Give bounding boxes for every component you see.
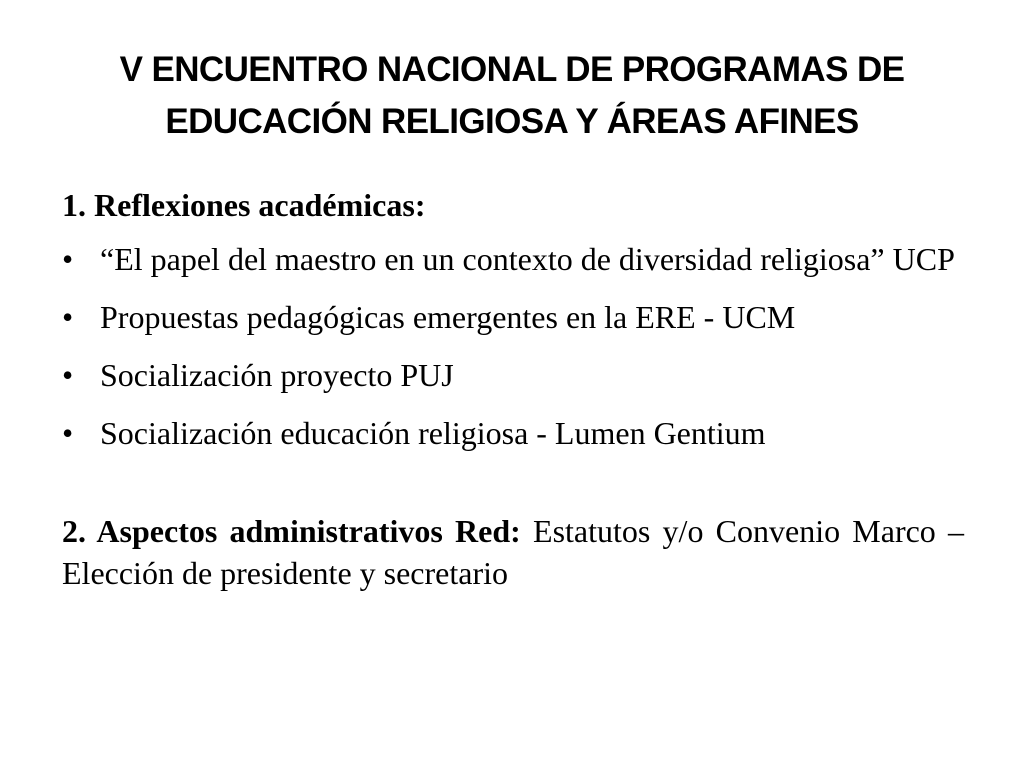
bullet-dot-icon: • xyxy=(62,299,74,335)
bullet-text: Socialización proyecto PUJ xyxy=(100,357,454,393)
section-heading-administrativos: 2. Aspectos administrativos Red: xyxy=(62,513,521,549)
section-administrativos-text: Estatutos y/o Convenio Marco – Elección de presidente y secretario xyxy=(62,513,965,591)
slide-content xyxy=(62,184,964,594)
bullet-text: Propuestas pedagógicas emergentes en la ERE - UCM xyxy=(100,299,796,335)
slide-title xyxy=(60,44,964,148)
title-line-2: EDUCACIÓN RELIGIOSA Y ÁREAS AFINES xyxy=(165,102,859,141)
bullet-item xyxy=(62,354,964,396)
bullet-text: Socialización educación religiosa - Lumen Gentium xyxy=(100,415,766,451)
bullet-dot-icon: • xyxy=(62,415,74,451)
title-line-1: V ENCUENTRO NACIONAL DE PROGRAMAS DE xyxy=(119,50,905,89)
section-heading-reflexiones: 1. Reflexiones académicas: xyxy=(62,187,426,223)
bullet-list xyxy=(62,238,964,454)
section-administrativos xyxy=(62,510,964,594)
bullet-text: “El papel del maestro en un contexto de diversidad religiosa” UCP xyxy=(100,241,955,277)
bullet-dot-icon: • xyxy=(62,357,74,393)
bullet-dot-icon: • xyxy=(62,241,74,277)
bullet-item xyxy=(62,238,964,280)
bullet-item xyxy=(62,296,964,338)
bullet-item xyxy=(62,412,964,454)
